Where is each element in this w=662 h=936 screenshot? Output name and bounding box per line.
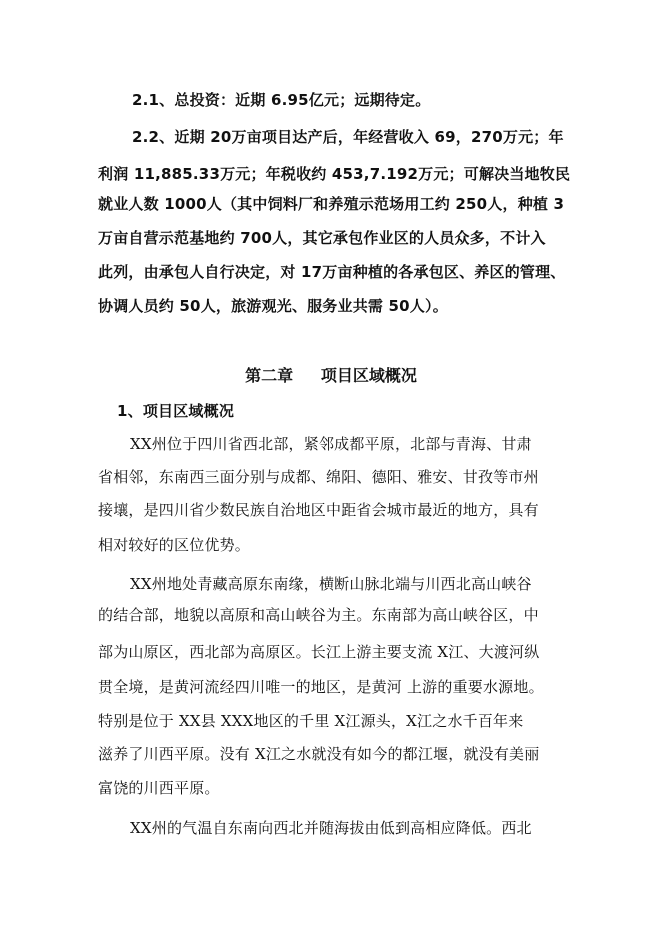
- location-paragraph-line-3: 接壤，是四川省少数民族自治地区中距省会城市最近的地方，具有: [98, 501, 539, 519]
- terrain-paragraph-line-6: 滋养了川西平原。没有 X江之水就没有如今的都江堰，就没有美丽: [98, 745, 540, 763]
- terrain-paragraph-line-7: 富饶的川西平原。: [98, 779, 220, 797]
- output-paragraph-line-5: 此列，由承包人自行决定，对 17万亩种植的各承包区、养区的管理、: [98, 263, 566, 281]
- location-paragraph-line-1: XX州位于四川省西北部，紧邻成都平原，北部与青海、甘肃: [130, 435, 532, 453]
- investment-paragraph: 2.1、总投资：近期 6.95亿元；远期待定。: [132, 91, 431, 109]
- climate-paragraph-line-1: XX州的气温自东南向西北并随海拔由低到高相应降低。西北: [130, 819, 532, 837]
- terrain-paragraph-line-3: 部为山原区，西北部为高原区。长江上游主要支流 X江、大渡河纵: [98, 643, 540, 661]
- terrain-paragraph-line-4: 贯全境，是黄河流经四川唯一的地区，是黄河 上游的重要水源地。: [98, 678, 544, 696]
- location-paragraph-line-4: 相对较好的区位优势。: [98, 536, 251, 554]
- terrain-paragraph-line-5: 特别是位于 XX县 XXX地区的千里 X江源头，X江之水千百年来: [98, 712, 524, 730]
- chapter-title: 第二章 项目区域概况: [245, 366, 417, 385]
- location-paragraph-line-2: 省相邻，东南西三面分别与成都、绵阳、德阳、雅安、甘孜等市州: [98, 468, 539, 486]
- output-paragraph-line-3: 就业人数 1000人（其中饲料厂和养殖示范场用工约 250人，种植 3: [98, 195, 565, 213]
- output-paragraph-line-4: 万亩自营示范基地约 700人，其它承包作业区的人员众多，不计入: [98, 229, 546, 247]
- section-title: 1、项目区域概况: [117, 402, 235, 420]
- terrain-paragraph-line-2: 的结合部，地貌以高原和高山峡谷为主。东南部为高山峡谷区，中: [98, 606, 539, 624]
- output-paragraph-line-6: 协调人员约 50人，旅游观光、服务业共需 50人）。: [98, 297, 448, 315]
- terrain-paragraph-line-1: XX州地处青藏高原东南缘，横断山脉北端与川西北高山峡谷: [130, 575, 532, 593]
- output-paragraph-line-2: 利润 11,885.33万元；年税收约 453,7.192万元；可解决当地牧民: [98, 165, 571, 183]
- output-paragraph-line-1: 2.2、近期 20万亩项目达产后，年经营收入 69，270万元；年: [132, 128, 564, 146]
